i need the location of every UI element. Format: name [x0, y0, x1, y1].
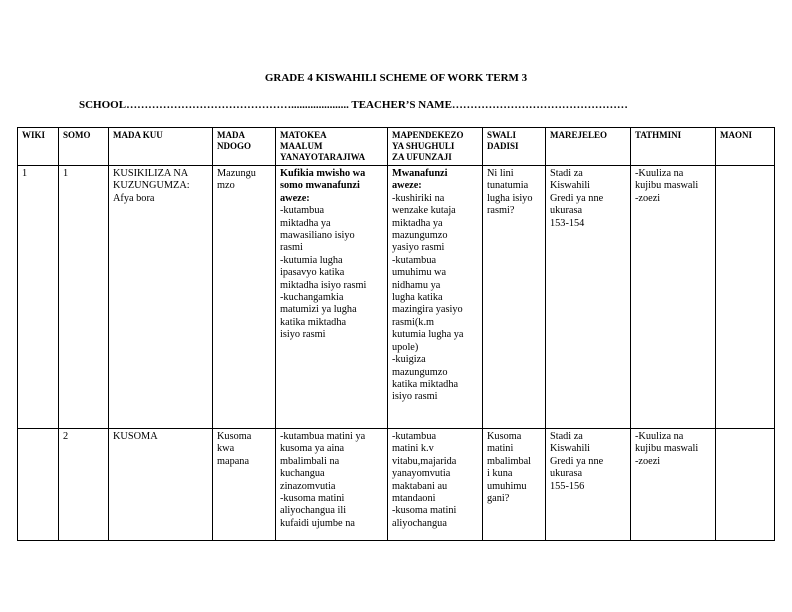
header-marejeleo: MAREJELEO — [546, 128, 631, 166]
cell-matokea — [276, 166, 388, 429]
cell-mada-kuu: KUSOMA — [109, 429, 213, 541]
table-row — [18, 429, 775, 541]
header-wiki: WIKI — [18, 128, 59, 166]
matokea-intro: Kufikia mwisho wa somo mwanafunzi aweze: — [280, 168, 366, 204]
cell-maoni — [716, 429, 775, 541]
cell-mada-ndogo: Mazungu mzo — [213, 166, 276, 429]
school-teacher-line: SCHOOL………………………………………..................... TEACHER’S NAME………………………………………… — [79, 99, 628, 111]
table-header-row — [18, 128, 775, 166]
cell-matokea: -kutambua matini ya kusoma ya aina mbalimbali na kuchangua zinazomvutia -kusoma matini aliyochangua ili kufaidi ujumbe na — [276, 429, 388, 541]
header-somo: SOMO — [59, 128, 109, 166]
table-row — [18, 166, 775, 429]
header-swali: SWALI DADISI — [483, 128, 546, 166]
header-tathmini: TATHMINI — [631, 128, 716, 166]
scheme-of-work-table — [17, 127, 775, 541]
mapendekezo-text: -kushiriki na wenzake kutaja miktadha ya mazungumzo yasiyo rasmi -kutambua umuhimu wa nidhamu ya lugha katika mazingira yasiyo rasmi(k.m kutumia lugha ya upole) -kuigiza mazungumzo katika miktadha isiyo rasmi — [392, 192, 464, 403]
cell-somo: 1 — [59, 166, 109, 429]
header-mada-ndogo: MADA NDOGO — [213, 128, 276, 166]
cell-swali: Kusoma matini mbalimbal i kuna umuhimu gani? — [483, 429, 546, 541]
cell-marejeleo: Stadi za Kiswahili Gredi ya nne ukurasa 153-154 — [546, 166, 631, 429]
mapendekezo-intro: Mwanafunzi aweze: — [392, 168, 448, 192]
cell-wiki: 1 — [18, 166, 59, 429]
cell-maoni — [716, 166, 775, 429]
cell-swali: Ni lini tunatumia lugha isiyo rasmi? — [483, 166, 546, 429]
header-mapendekezo: MAPENDEKEZO YA SHUGHULI ZA UFUNZAJI — [388, 128, 483, 166]
header-maoni: MAONI — [716, 128, 775, 166]
cell-mada-kuu: KUSIKILIZA NA KUZUNGUMZA: Afya bora — [109, 166, 213, 429]
cell-wiki — [18, 429, 59, 541]
document-title: GRADE 4 KISWAHILI SCHEME OF WORK TERM 3 — [264, 72, 528, 84]
header-mada-kuu: MADA KUU — [109, 128, 213, 166]
cell-tathmini: -Kuuliza na kujibu maswali -zoezi — [631, 429, 716, 541]
cell-mapendekezo: -kutambua matini k.v vitabu,majarida yanayomvutia maktabani au mtandaoni -kusoma matini aliyochangua — [388, 429, 483, 541]
cell-somo: 2 — [59, 429, 109, 541]
cell-marejeleo: Stadi za Kiswahili Gredi ya nne ukurasa 155-156 — [546, 429, 631, 541]
cell-mapendekezo — [388, 166, 483, 429]
matokea-text: -kutambua miktadha ya mawasiliano isiyo rasmi -kutumia lugha ipasavyo katika miktadha isiyo rasmi -kuchangamkia matumizi ya lugha katika miktadha isiyo rasmi — [280, 205, 367, 341]
header-matokea: MATOKEA MAALUM YANAYOTARAJIWA — [276, 128, 388, 166]
cell-mada-ndogo: Kusoma kwa mapana — [213, 429, 276, 541]
cell-tathmini: -Kuuliza na kujibu maswali -zoezi — [631, 166, 716, 429]
